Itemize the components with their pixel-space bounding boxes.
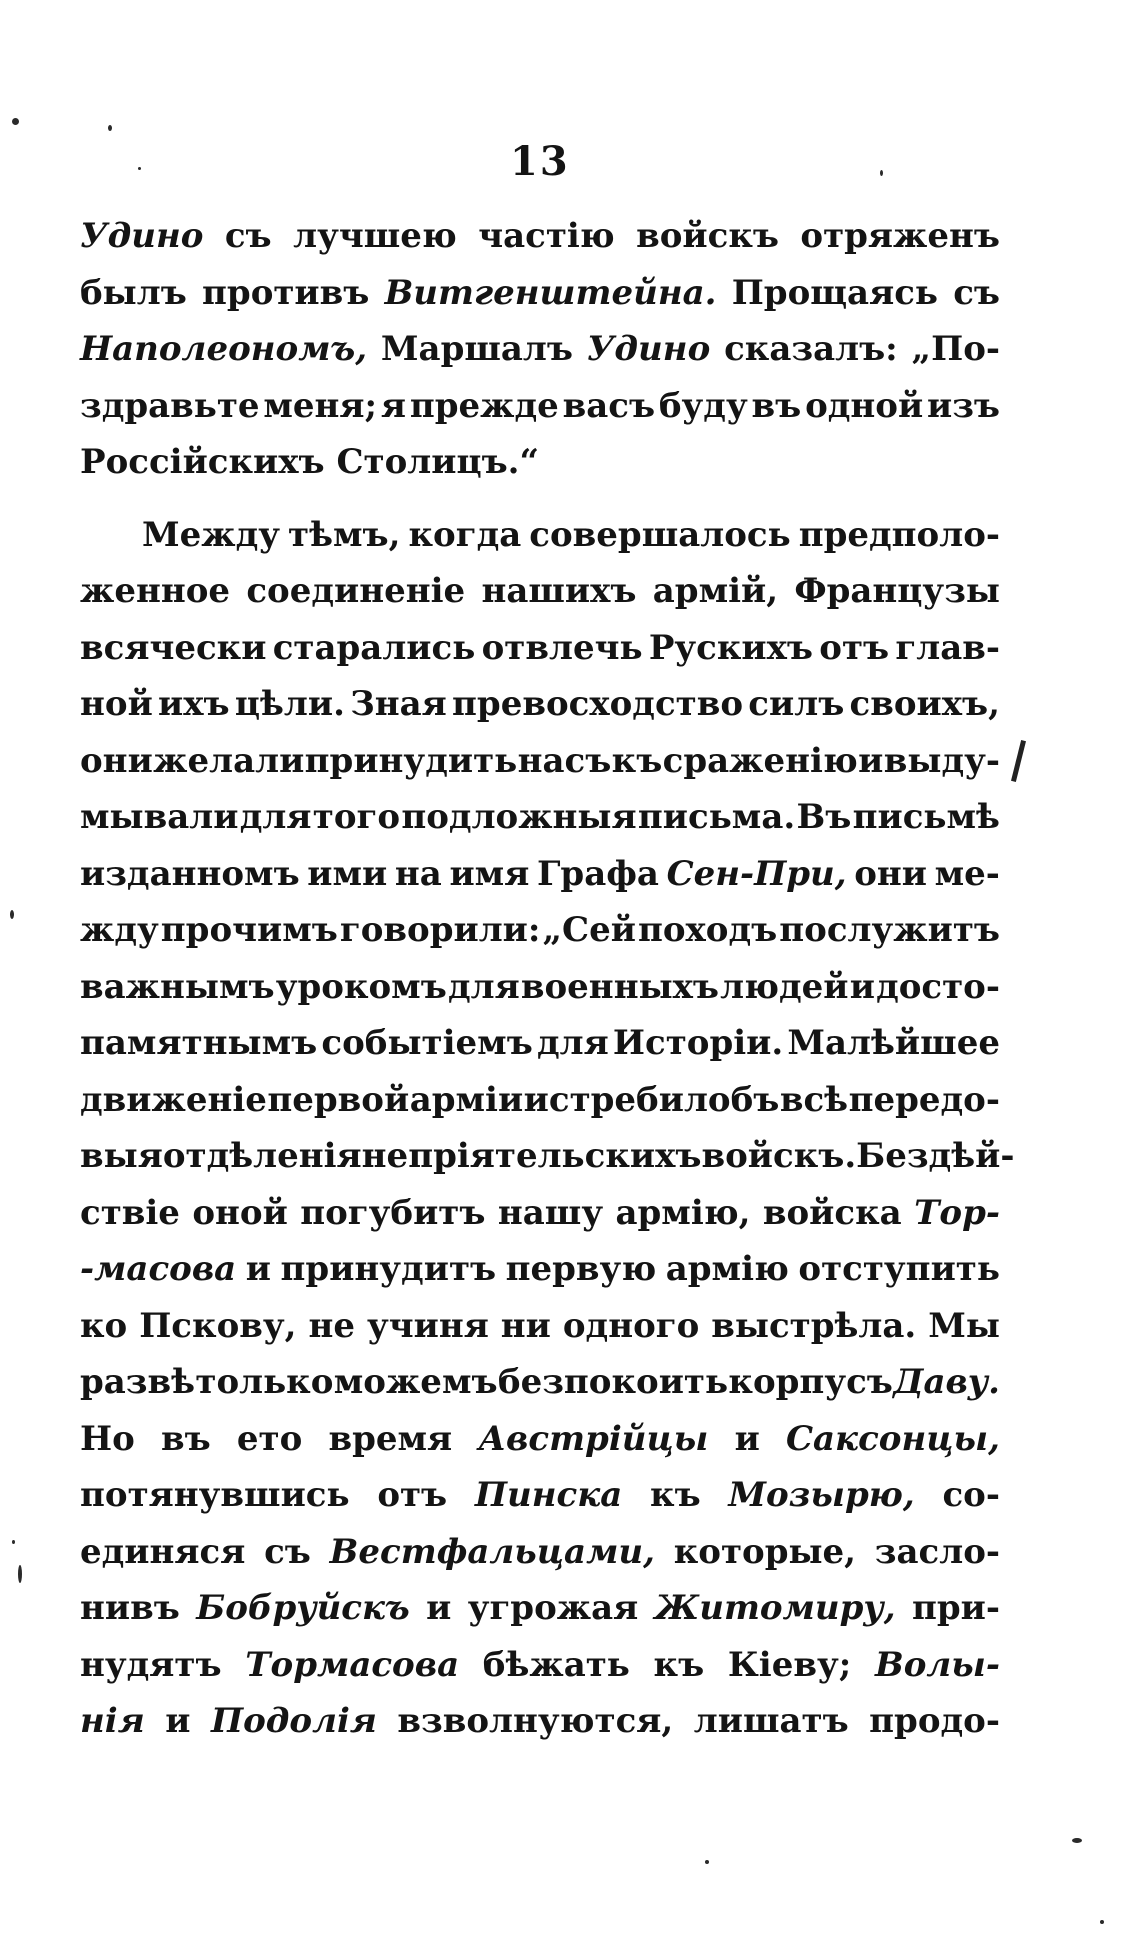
scan-speck — [12, 1540, 15, 1544]
scan-speck — [705, 1860, 709, 1864]
word: потянувшись — [80, 1475, 350, 1515]
word: ной — [80, 684, 153, 724]
word: Удино — [586, 329, 711, 369]
word: памятнымъ — [80, 1023, 318, 1063]
word: выду- — [883, 740, 1000, 781]
word: Рускихъ — [648, 627, 813, 668]
word: изъ — [927, 385, 1000, 426]
text-line — [80, 1580, 1000, 1637]
text-line — [80, 507, 1000, 564]
word: Наполеономъ, — [80, 329, 368, 369]
word: Въ — [796, 797, 852, 837]
word: ни — [500, 1305, 551, 1346]
word: людей — [720, 966, 849, 1007]
paragraph — [80, 507, 1015, 1750]
word: можемъ — [333, 1362, 498, 1402]
word: они — [854, 853, 928, 894]
word: Графа — [536, 853, 659, 894]
word: Пскову, — [139, 1305, 297, 1346]
word: въ — [751, 385, 802, 426]
word: со- — [942, 1475, 1000, 1515]
paragraph — [80, 208, 1000, 491]
word: нудятъ — [80, 1644, 222, 1685]
word: армій, — [652, 571, 779, 611]
word: принудитъ — [280, 1249, 497, 1289]
word: для — [536, 1023, 609, 1063]
word: нія — [80, 1701, 145, 1741]
text-line — [80, 1467, 1000, 1524]
word: при- — [911, 1588, 1000, 1628]
word: время — [328, 1418, 453, 1459]
word: и — [165, 1701, 191, 1741]
word: Бобруйскъ — [196, 1588, 410, 1628]
paragraph-gap — [80, 491, 1000, 507]
word: Столицъ.“ — [336, 442, 540, 482]
word: „Сей — [542, 910, 636, 950]
word: нашу — [497, 1192, 604, 1233]
word: учиня — [366, 1305, 489, 1346]
word: насъ — [517, 740, 612, 781]
word: выя — [80, 1136, 163, 1176]
word: отъ — [819, 627, 890, 668]
word: ето — [236, 1418, 303, 1459]
text-line — [80, 1411, 1000, 1468]
word: Тор- — [914, 1192, 1000, 1233]
word: женное — [80, 571, 231, 611]
word: и — [426, 1588, 452, 1628]
word: военныхъ — [520, 966, 720, 1007]
word: Прощаясь — [731, 272, 938, 313]
word: изданномъ — [80, 853, 300, 894]
word: мывали — [80, 797, 239, 837]
scan-speck — [18, 1565, 22, 1583]
word: Кіеву; — [727, 1644, 852, 1685]
word: важнымъ — [80, 966, 275, 1007]
word: Мозырю, — [728, 1475, 915, 1515]
word: достo- — [876, 966, 1000, 1007]
text-line — [80, 1637, 1000, 1694]
word: прежде — [409, 385, 559, 426]
text-line — [80, 789, 1000, 846]
word: когда — [408, 514, 522, 555]
word: глав- — [895, 627, 1000, 668]
text-line — [80, 434, 1000, 491]
word: съ — [264, 1531, 311, 1572]
word: совершалось — [529, 514, 791, 555]
page-number: 13 — [510, 138, 570, 185]
word: съ — [224, 216, 272, 256]
word: Удино — [80, 216, 204, 256]
word: Витгенштейна. — [384, 272, 717, 313]
word: меня; — [263, 385, 378, 426]
word: соединеніе — [246, 571, 466, 611]
word: буду — [658, 385, 748, 426]
word: жду — [80, 910, 159, 950]
word: силъ — [748, 684, 845, 724]
word: они — [80, 740, 153, 781]
text-line — [80, 733, 1000, 790]
word: движеніе — [80, 1079, 267, 1120]
word: Французы — [794, 571, 1000, 611]
word: цѣли. — [234, 684, 345, 724]
text-line — [80, 1072, 1000, 1129]
word: развѣ — [80, 1362, 196, 1402]
word: Но — [80, 1418, 135, 1459]
word: ко — [80, 1305, 128, 1346]
word: корпусъ — [728, 1362, 893, 1402]
text-line — [80, 1693, 1000, 1750]
word: армію, — [615, 1192, 751, 1233]
word: лишатъ — [693, 1701, 849, 1741]
word: васъ — [562, 385, 656, 426]
word: отдѣленія — [162, 1136, 362, 1176]
word: говорили: — [339, 910, 541, 950]
scan-speck — [1011, 740, 1026, 782]
word: оной — [192, 1192, 288, 1233]
word: былъ — [80, 272, 187, 313]
word: Зная — [350, 684, 447, 724]
word: только — [195, 1362, 334, 1402]
word: ствіе — [80, 1192, 180, 1233]
word: Саксонцы, — [785, 1418, 1000, 1459]
word: событіемъ — [321, 1023, 533, 1063]
scan-speck — [138, 167, 141, 170]
word: всѣ — [779, 1079, 849, 1120]
word: превосходство — [452, 684, 744, 724]
word: Исторіи. — [612, 1023, 784, 1063]
word: отступить — [798, 1249, 1000, 1289]
word: Вестфальцами, — [329, 1531, 655, 1572]
word: Волы- — [874, 1644, 1000, 1685]
word: для — [239, 797, 312, 837]
word: и — [245, 1249, 271, 1289]
word: на — [394, 853, 442, 894]
word: Россійскихъ — [80, 442, 325, 482]
body-text — [80, 208, 1015, 1750]
word: истребилобъ — [523, 1079, 780, 1120]
text-line — [80, 620, 1000, 677]
word: армію — [665, 1249, 789, 1289]
word: войскъ. — [701, 1136, 857, 1176]
text-line — [80, 1524, 1000, 1581]
word: предполо- — [798, 514, 1000, 555]
text-line — [80, 1298, 1000, 1355]
word: сраженію — [662, 740, 858, 781]
word: къ — [650, 1475, 701, 1515]
word: Малѣйшее — [787, 1023, 1000, 1063]
word: лучшею — [293, 216, 457, 256]
word: первую — [505, 1249, 657, 1289]
text-line — [80, 902, 1000, 959]
word: непріятельскихъ — [361, 1136, 702, 1176]
word: для — [447, 966, 520, 1007]
word: письмѣ — [852, 797, 1000, 837]
word: ими — [307, 853, 388, 894]
word: Житомиру, — [654, 1588, 896, 1628]
word: послужитъ — [779, 910, 1000, 950]
word: нивъ — [80, 1588, 180, 1628]
word: ме- — [934, 853, 1000, 894]
word: того — [312, 797, 401, 837]
word: имя — [449, 853, 530, 894]
word: одного — [562, 1305, 700, 1346]
word: Тормасова — [245, 1644, 460, 1685]
word: угрожая — [467, 1588, 639, 1628]
word: нашихъ — [481, 571, 637, 611]
word: Даву. — [893, 1362, 1000, 1402]
scan-speck — [880, 170, 883, 176]
word: старались — [272, 627, 476, 668]
text-line — [80, 1015, 1000, 1072]
word: войска — [762, 1192, 902, 1233]
word: Сен-При, — [666, 853, 847, 894]
word: частію — [478, 216, 615, 256]
word: выстрѣла. — [711, 1305, 917, 1346]
text-line — [80, 1185, 1000, 1242]
word: которые, — [673, 1531, 857, 1572]
word: засло- — [874, 1531, 1000, 1572]
word: здравьте — [80, 385, 260, 426]
word: отряженъ — [800, 216, 1000, 256]
word: „По- — [911, 329, 1000, 369]
word: Мы — [928, 1305, 1000, 1346]
text-line — [80, 1354, 1000, 1411]
word: передо- — [848, 1079, 1000, 1120]
text-line — [80, 1241, 1000, 1298]
text-line — [80, 563, 1000, 620]
word: отъ — [377, 1475, 448, 1515]
word: и — [849, 966, 875, 1007]
word: отвлечь — [481, 627, 643, 668]
word: погубитъ — [300, 1192, 486, 1233]
word: подложныя — [401, 797, 637, 837]
word: войскъ — [636, 216, 779, 256]
word: взволнуются, — [397, 1701, 674, 1741]
word: письма. — [637, 797, 796, 837]
text-line — [80, 959, 1000, 1016]
word: въ — [161, 1418, 211, 1459]
text-line — [80, 208, 1000, 265]
word: безпокоить — [497, 1362, 729, 1402]
word: своихъ, — [849, 684, 1000, 724]
word: къ — [653, 1644, 705, 1685]
scan-speck — [1100, 1920, 1104, 1924]
word: бѣжать — [482, 1644, 630, 1685]
scan-speck — [12, 118, 19, 125]
word: -масова — [80, 1249, 237, 1289]
word: одной — [805, 385, 924, 426]
word: не — [308, 1305, 355, 1346]
word: желали — [153, 740, 305, 781]
word: и — [734, 1418, 760, 1459]
word: противъ — [202, 272, 370, 313]
scan-speck — [108, 125, 112, 131]
word: Между — [142, 514, 281, 555]
word: первой — [267, 1079, 410, 1120]
word: походъ — [637, 910, 778, 950]
word: тѣмъ, — [288, 514, 401, 555]
word: съ — [953, 272, 1000, 313]
word: Подолія — [210, 1701, 377, 1741]
word: къ — [611, 740, 663, 781]
word: сказалъ: — [724, 329, 898, 369]
word: Маршалъ — [380, 329, 573, 369]
scan-speck — [1072, 1838, 1082, 1843]
text-line — [80, 676, 1000, 733]
word: арміи — [409, 1079, 524, 1120]
word: продо- — [869, 1701, 1000, 1741]
text-line — [80, 1128, 1015, 1185]
word: Австрійцы — [478, 1418, 709, 1459]
word: всячески — [80, 627, 267, 668]
word: ихъ — [158, 684, 230, 724]
word: прочимъ — [160, 910, 338, 950]
text-line — [80, 846, 1000, 903]
text-line — [80, 265, 1000, 322]
word: единяся — [80, 1531, 246, 1572]
word: Бездѣй- — [856, 1136, 1015, 1176]
text-line — [80, 378, 1000, 435]
word: Пинска — [474, 1475, 623, 1515]
word: я — [380, 385, 407, 426]
scan-speck — [10, 910, 14, 919]
word: и — [858, 740, 884, 781]
word: урокомъ — [275, 966, 447, 1007]
word: принудить — [304, 740, 518, 781]
text-line — [80, 321, 1000, 378]
